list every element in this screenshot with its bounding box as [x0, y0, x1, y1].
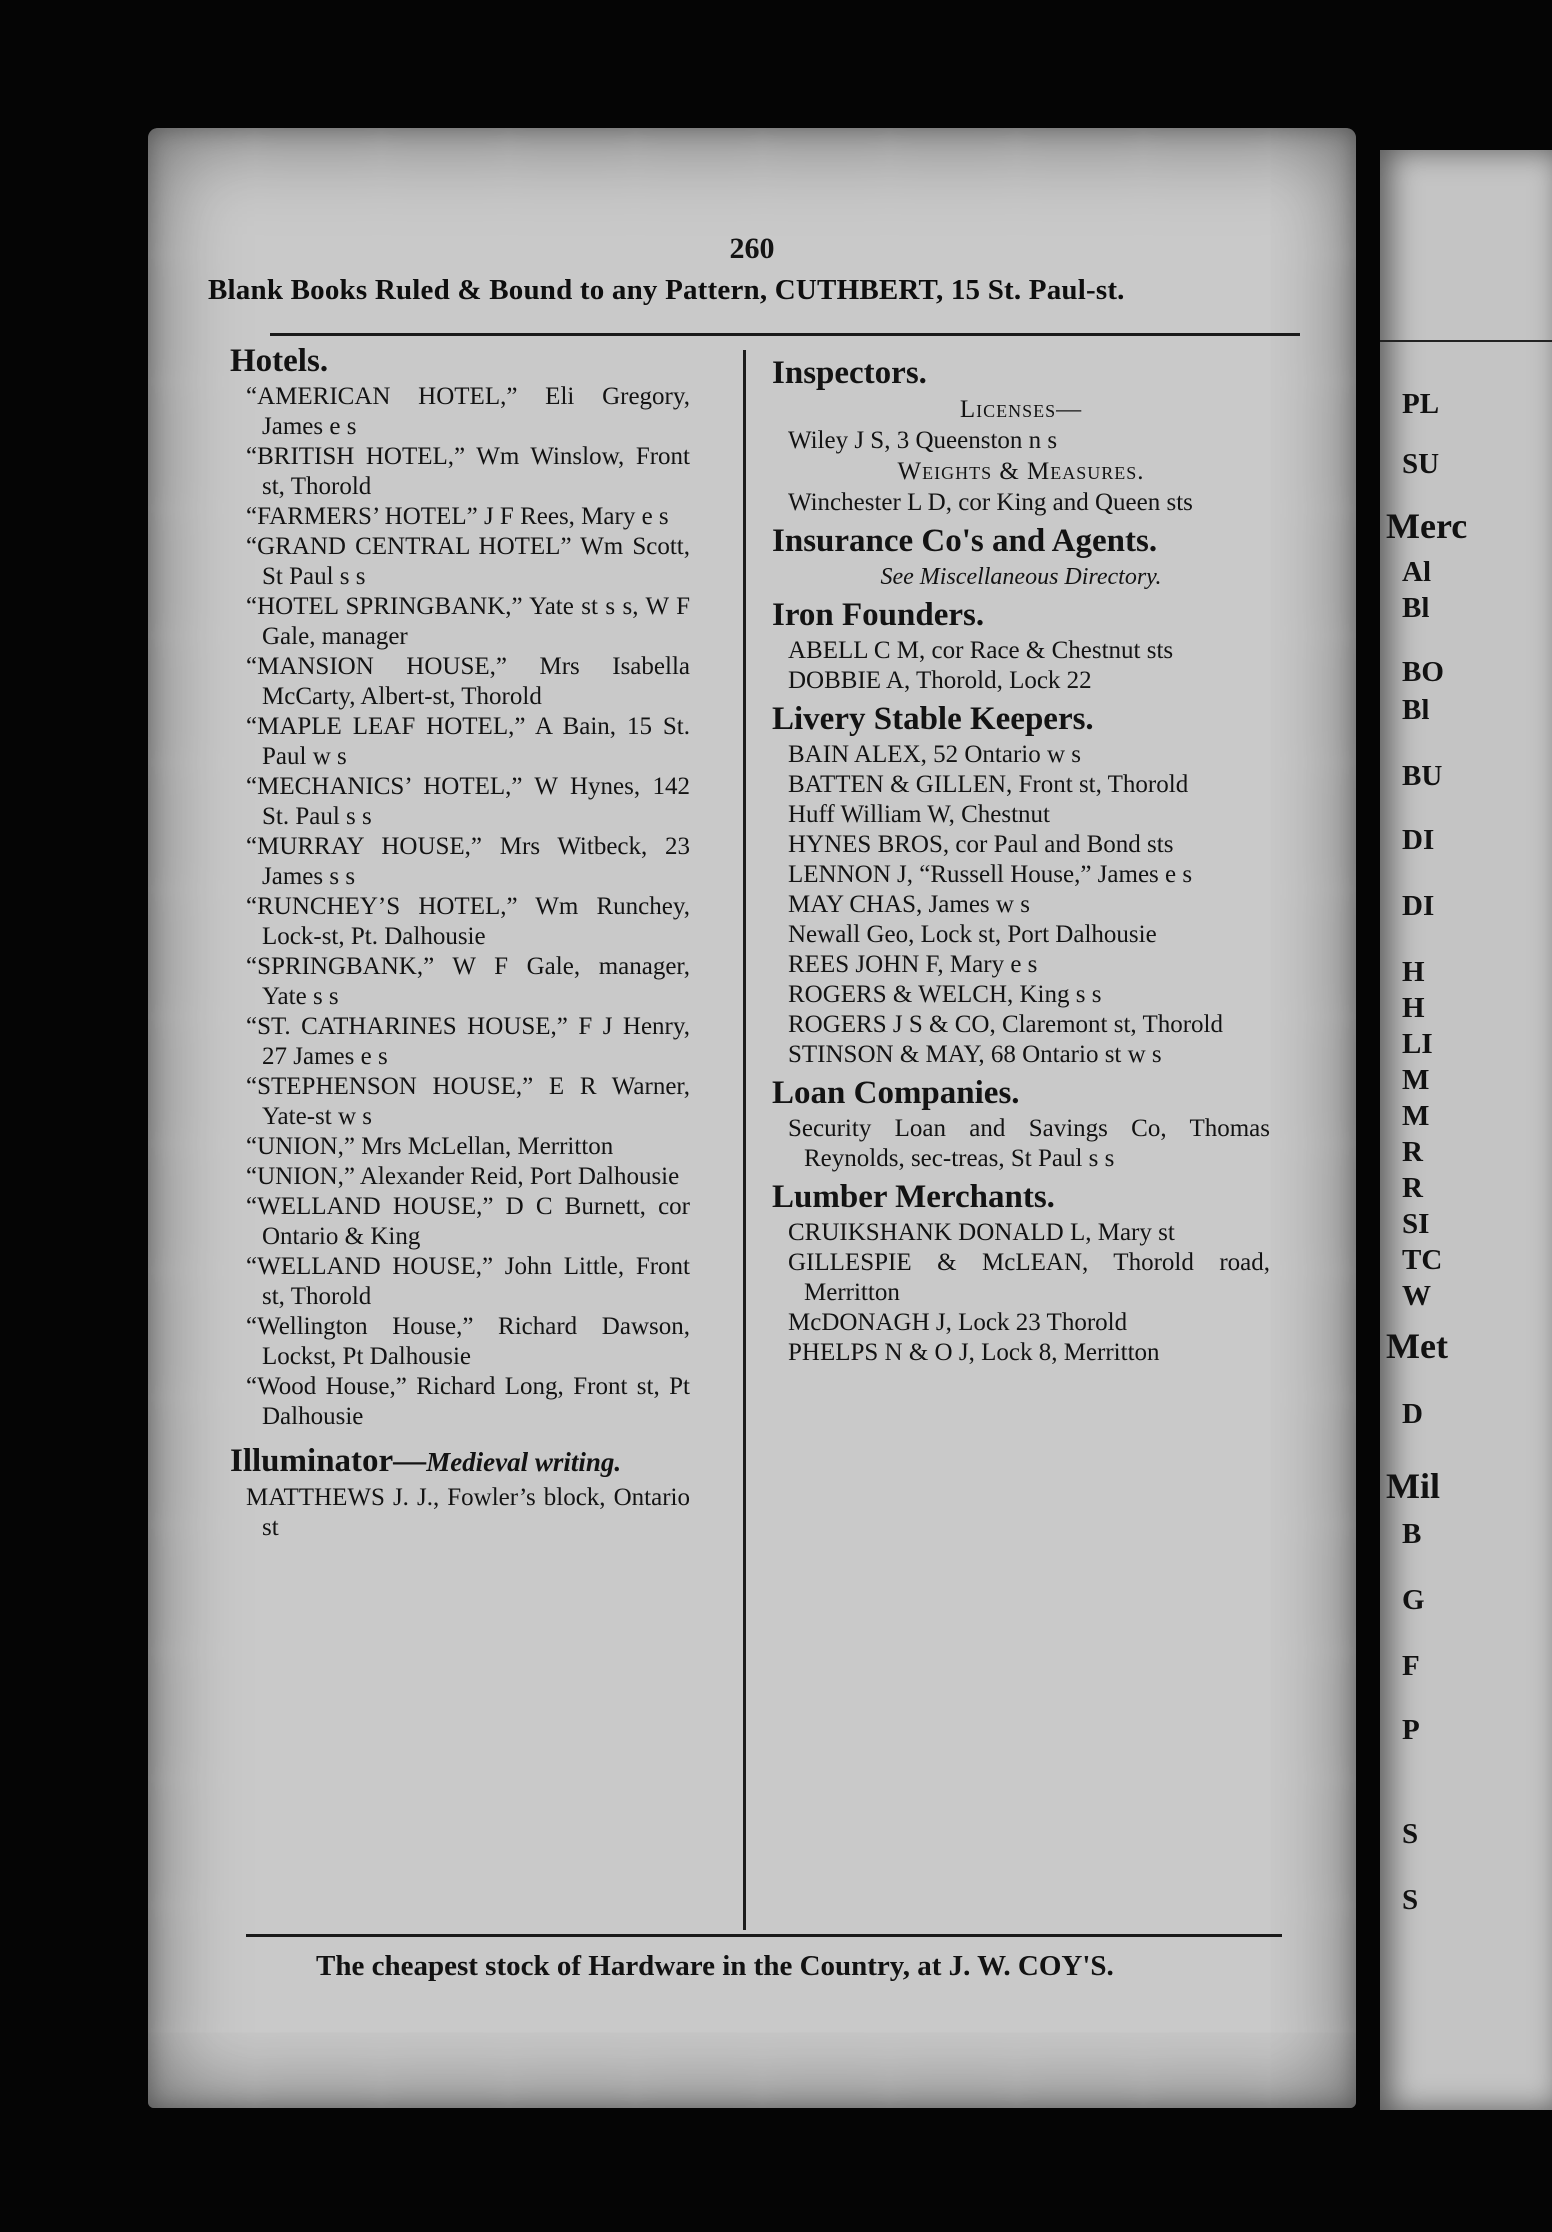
list-item: “SPRINGBANK,” W F Gale, manager, Yate s s: [246, 953, 690, 1010]
list-item: “MANSION HOUSE,” Mrs Isabella McCarty, Albert-st, Thorold: [246, 653, 690, 710]
list-item: BATTEN & GILLEN, Front st, Thorold: [788, 771, 1189, 798]
list-item: “RUNCHEY’S HOTEL,” Wm Runchey, Lock-st, Pt. Dalhousie: [246, 893, 690, 950]
list-item: ROGERS & WELCH, King s s: [788, 981, 1102, 1008]
list-item: GILLESPIE & McLEAN, Thorold road, Merritton: [788, 1249, 1270, 1306]
right-column: [772, 350, 1270, 1368]
facing-page-fragment: D: [1402, 1398, 1423, 1430]
list-item: “STEPHENSON HOUSE,” E R Warner, Yate-st w s: [246, 1073, 690, 1130]
list-item: “ST. CATHARINES HOUSE,” F J Henry, 27 James e s: [246, 1013, 690, 1070]
section-heading-inspectors: Inspectors.: [772, 355, 927, 391]
facing-page-fragment: BO: [1402, 656, 1444, 688]
facing-page-fragment: M: [1402, 1100, 1430, 1132]
list-item: PHELPS N & O J, Lock 8, Merritton: [788, 1339, 1160, 1366]
facing-page-fragment: R: [1402, 1172, 1423, 1204]
list-item: BAIN ALEX, 52 Ontario w s: [788, 741, 1082, 768]
section-heading-loan: Loan Companies.: [772, 1075, 1020, 1111]
section-heading-hotels: Hotels.: [230, 343, 329, 379]
list-item: McDONAGH J, Lock 23 Thorold: [788, 1309, 1128, 1336]
facing-page-fragment: Merc: [1386, 506, 1468, 546]
list-item: Security Loan and Savings Co, Thomas Reynolds, sec-treas, St Paul s s: [788, 1115, 1270, 1172]
list-item: “Wellington House,” Richard Dawson, Lockst, Pt Dalhousie: [246, 1313, 690, 1370]
list-item: “Wood House,” Richard Long, Front st, Pt Dalhousie: [246, 1373, 690, 1430]
facing-page-rule: [1380, 340, 1552, 342]
facing-page-fragment: H: [1402, 992, 1425, 1024]
list-item: “UNION,” Mrs McLellan, Merritton: [246, 1133, 614, 1160]
facing-page-fragment: B: [1402, 1518, 1422, 1550]
facing-page-fragment: Mil: [1386, 1466, 1440, 1506]
list-item: Wiley J S, 3 Queenston n s: [788, 427, 1058, 454]
list-item: “AMERICAN HOTEL,” Eli Gregory, James e s: [246, 383, 690, 440]
list-item: STINSON & MAY, 68 Ontario st w s: [788, 1041, 1162, 1068]
subheading-weights-measures: Weights & Measures.: [897, 458, 1145, 485]
list-item: ABELL C M, cor Race & Chestnut sts: [788, 637, 1174, 664]
list-item: CRUIKSHANK DONALD L, Mary st: [788, 1219, 1175, 1246]
facing-page-fragment: DI: [1402, 890, 1435, 922]
facing-page-fragment: M: [1402, 1064, 1430, 1096]
facing-page-fragment: PL: [1402, 388, 1440, 420]
facing-page-fragment: LI: [1402, 1028, 1433, 1060]
column-divider: [743, 350, 746, 1930]
facing-page-fragment: F: [1402, 1650, 1420, 1682]
section-heading-iron-founders: Iron Founders.: [772, 597, 985, 633]
illuminator-title: Illuminator—: [230, 1443, 427, 1479]
footer-rule: [246, 1934, 1282, 1937]
list-item: “MURRAY HOUSE,” Mrs Witbeck, 23 James s s: [246, 833, 690, 890]
list-item: REES JOHN F, Mary e s: [788, 951, 1038, 978]
list-item: “UNION,” Alexander Reid, Port Dalhousie: [246, 1163, 680, 1190]
list-item: DOBBIE A, Thorold, Lock 22: [788, 667, 1092, 694]
list-item: “GRAND CENTRAL HOTEL” Wm Scott, St Paul s s: [246, 533, 690, 590]
page-number: 260: [729, 232, 775, 265]
section-heading-insurance: Insurance Co's and Agents.: [772, 523, 1158, 559]
list-item: “WELLAND HOUSE,” John Little, Front st, Thorold: [246, 1253, 690, 1310]
facing-page-fragment: SI: [1402, 1208, 1430, 1240]
facing-page-fragment: S: [1402, 1818, 1419, 1850]
facing-page-fragment: Bl: [1402, 592, 1430, 624]
list-item: HYNES BROS, cor Paul and Bond sts: [788, 831, 1174, 858]
list-item: “HOTEL SPRINGBANK,” Yate st s s, W F Gale, manager: [246, 593, 690, 650]
list-item: “WELLAND HOUSE,” D C Burnett, cor Ontario & King: [246, 1193, 690, 1250]
list-item: “BRITISH HOTEL,” Wm Winslow, Front st, Thorold: [246, 443, 690, 500]
list-item: ROGERS J S & CO, Claremont st, Thorold: [788, 1011, 1223, 1038]
header-advertisement: Blank Books Ruled & Bound to any Pattern, CUTHBERT, 15 St. Paul-st.: [208, 274, 1125, 306]
list-item: Newall Geo, Lock st, Port Dalhousie: [788, 921, 1157, 948]
list-item: “MAPLE LEAF HOTEL,” A Bain, 15 St. Paul w s: [246, 713, 690, 770]
facing-page-fragment: SU: [1402, 448, 1440, 480]
facing-page-fragment: H: [1402, 956, 1425, 988]
list-item: MATTHEWS J. J., Fowler’s block, Ontario st: [246, 1484, 690, 1541]
facing-page-fragment: DI: [1402, 824, 1435, 856]
facing-page-fragment: TC: [1402, 1244, 1443, 1276]
subheading-licenses: Licenses—: [959, 396, 1083, 423]
cross-reference: See Miscellaneous Directory.: [880, 564, 1162, 590]
footer-advertisement: The cheapest stock of Hardware in the Country, at J. W. COY'S.: [316, 1950, 1114, 1982]
facing-page-fragment: S: [1402, 1884, 1419, 1916]
list-item: LENNON J, “Russell House,” James e s: [788, 861, 1193, 888]
facing-page-edge: [1380, 150, 1552, 2110]
header-rule: [270, 333, 1300, 336]
illuminator-note: Medieval writing.: [426, 1447, 622, 1477]
facing-page-fragment: Al: [1402, 556, 1431, 588]
facing-page-fragment: P: [1402, 1714, 1420, 1746]
facing-page-fragment: G: [1402, 1584, 1425, 1616]
facing-page-fragment: BU: [1402, 760, 1443, 792]
section-heading-illuminator: [230, 1440, 690, 1483]
facing-page-fragment: Bl: [1402, 694, 1430, 726]
left-column: [230, 338, 690, 1543]
list-item: “FARMERS’ HOTEL” J F Rees, Mary e s: [246, 503, 669, 530]
list-item: “MECHANICS’ HOTEL,” W Hynes, 142 St. Paul s s: [246, 773, 690, 830]
facing-page-fragment: Met: [1386, 1326, 1448, 1366]
facing-page-fragment: R: [1402, 1136, 1423, 1168]
section-heading-lumber: Lumber Merchants.: [772, 1179, 1055, 1215]
directory-page: [148, 128, 1356, 2108]
facing-page-fragment: W: [1402, 1280, 1431, 1312]
list-item: Winchester L D, cor King and Queen sts: [788, 489, 1193, 516]
list-item: MAY CHAS, James w s: [788, 891, 1030, 918]
list-item: Huff William W, Chestnut: [788, 801, 1050, 828]
section-heading-livery: Livery Stable Keepers.: [772, 701, 1094, 737]
